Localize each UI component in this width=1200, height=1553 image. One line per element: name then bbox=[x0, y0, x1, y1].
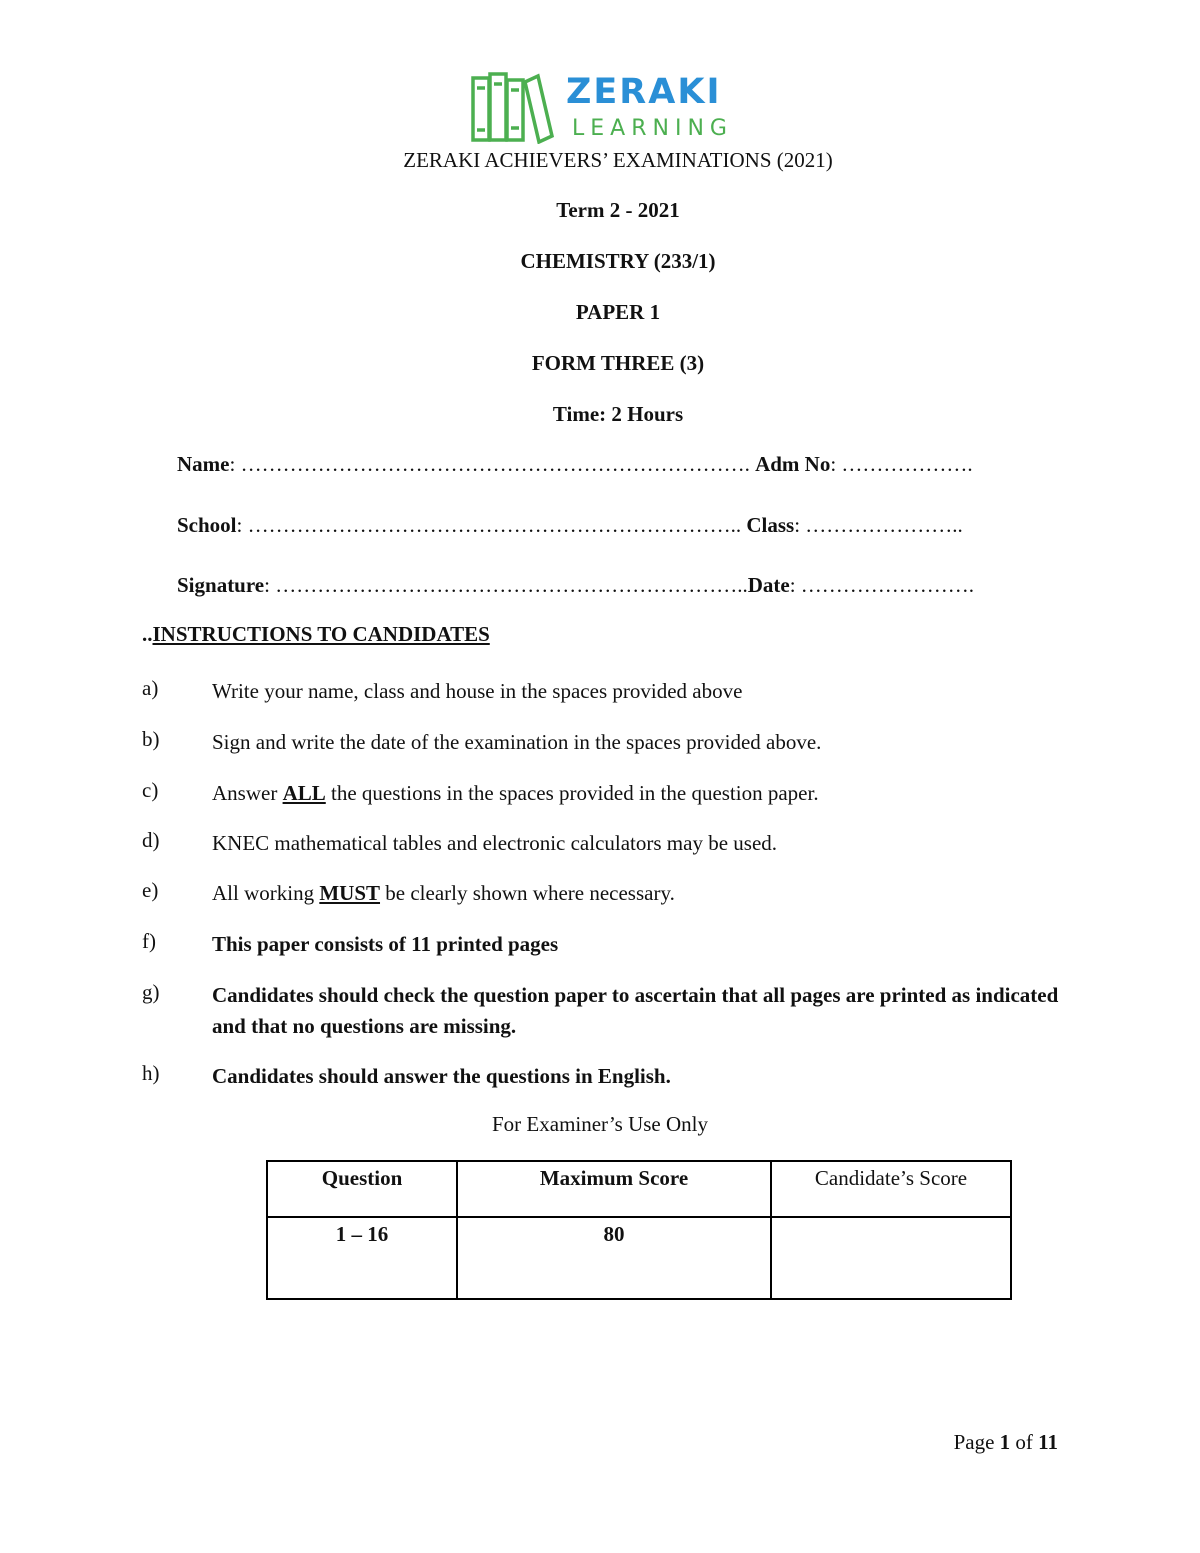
adm-field[interactable]: : ………………. bbox=[830, 452, 973, 476]
instruction-letter: b) bbox=[142, 727, 160, 751]
instruction-letter: c) bbox=[142, 778, 159, 802]
instruction-emphasis: ALL bbox=[282, 781, 326, 805]
subject-label: CHEMISTRY (233/1) bbox=[520, 249, 716, 273]
page-number bbox=[954, 1430, 1058, 1455]
header-question: Question bbox=[267, 1161, 457, 1217]
header-maximum-score: Maximum Score bbox=[457, 1161, 771, 1217]
instruction-letter: a) bbox=[142, 676, 159, 700]
date-field[interactable]: : ……………………. bbox=[789, 573, 975, 597]
instruction-text: Write your name, class and house in the spaces provided above bbox=[212, 679, 743, 703]
page-current: 1 bbox=[999, 1430, 1011, 1454]
adm-label: Adm No bbox=[755, 452, 831, 476]
header-candidate-score: Candidate’s Score bbox=[771, 1161, 1011, 1217]
exam-title: ZERAKI ACHIEVERS’ EXAMINATIONS (2021) bbox=[403, 148, 833, 172]
page-total: 11 bbox=[1038, 1430, 1058, 1454]
class-field[interactable]: : ………………….. bbox=[794, 513, 963, 537]
instructions-heading bbox=[142, 622, 490, 647]
instruction-text: KNEC mathematical tables and electronic calculators may be used. bbox=[212, 831, 778, 855]
logo-wordmark-learning: LEARNING bbox=[572, 116, 733, 141]
instruction-text bbox=[212, 778, 1072, 809]
form-label: FORM THREE (3) bbox=[531, 351, 705, 375]
date-label: Date bbox=[747, 573, 790, 597]
cell-candidate-score[interactable] bbox=[771, 1217, 1011, 1299]
signature-date-row bbox=[177, 573, 974, 598]
zeraki-logo bbox=[470, 70, 760, 145]
cell-question-range: 1 – 16 bbox=[267, 1217, 457, 1299]
books-icon bbox=[470, 70, 554, 144]
signature-field[interactable]: : ………………………………………………………….. bbox=[264, 573, 748, 597]
instructions-title: INSTRUCTIONS TO CANDIDATES bbox=[152, 622, 490, 646]
instruction-letter: e) bbox=[142, 878, 159, 902]
logo-wordmark-zeraki: ZERAKI bbox=[566, 72, 722, 112]
page-word: Page bbox=[953, 1430, 1000, 1454]
school-field[interactable]: : …………………………………………………………….. bbox=[236, 513, 742, 537]
instruction-text-part: the questions in the spaces provided in the question paper. bbox=[325, 781, 819, 805]
class-label: Class bbox=[746, 513, 795, 537]
cell-maximum-score: 80 bbox=[457, 1217, 771, 1299]
signature-label: Signature bbox=[177, 573, 265, 597]
table-row bbox=[267, 1217, 1011, 1299]
name-field[interactable]: : ………………………………………………………………. bbox=[229, 452, 750, 476]
name-label: Name bbox=[177, 452, 230, 476]
instruction-emphasis: MUST bbox=[319, 881, 381, 905]
time-label: Time: 2 Hours bbox=[552, 402, 684, 426]
instruction-text bbox=[212, 878, 1072, 909]
instructions-prefix: .. bbox=[142, 622, 153, 646]
instruction-text: Sign and write the date of the examination in the spaces provided above. bbox=[212, 730, 822, 754]
instruction-text: Candidates should answer the questions in English. bbox=[212, 1064, 671, 1088]
instruction-text-part: be clearly shown where necessary. bbox=[380, 881, 675, 905]
instruction-letter: f) bbox=[142, 929, 156, 953]
paper-label: PAPER 1 bbox=[575, 300, 661, 324]
instruction-letter: h) bbox=[142, 1061, 160, 1085]
page-of: of bbox=[1010, 1430, 1039, 1454]
examiner-caption: For Examiner’s Use Only bbox=[492, 1112, 708, 1136]
instruction-text-part: All working bbox=[212, 881, 320, 905]
instruction-text: Candidates should check the question paper to ascertain that all pages are printed as indicated and that no questions are missing. bbox=[212, 983, 1059, 1038]
instruction-letter: g) bbox=[142, 980, 160, 1004]
instruction-text: This paper consists of 11 printed pages bbox=[212, 932, 559, 956]
school-class-row bbox=[177, 513, 963, 538]
instruction-text-part: Answer bbox=[212, 781, 283, 805]
instruction-letter: d) bbox=[142, 828, 160, 852]
name-adm-row bbox=[177, 452, 973, 477]
term-label: Term 2 - 2021 bbox=[556, 198, 680, 222]
examiner-score-table bbox=[266, 1160, 1012, 1300]
school-label: School bbox=[177, 513, 237, 537]
